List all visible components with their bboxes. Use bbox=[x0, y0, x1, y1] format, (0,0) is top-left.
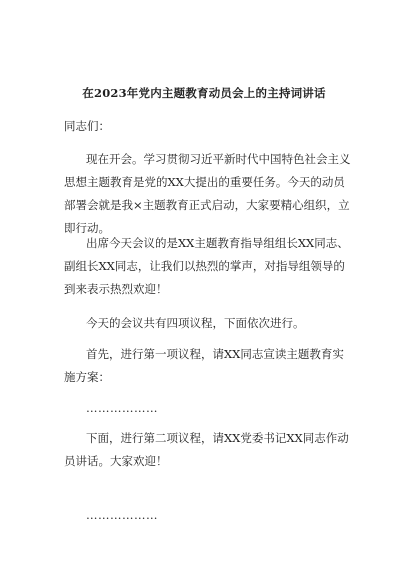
paragraph-attendees: 出席今天会议的是XX主题教育指导组组长XX同志、副组长XX同志，让我们以热烈的掌声，对指导组领导的到来表示热烈欢迎！ bbox=[64, 236, 349, 296]
ellipsis-placeholder: ……………… bbox=[86, 508, 158, 522]
paragraph-first-item: 首先，进行第一项议程，请XX同志宣读主题教育实施方案： bbox=[64, 347, 344, 384]
paragraph-agenda: 今天的会议共有四项议程，下面依次进行。 bbox=[86, 316, 305, 330]
paragraph-opening: 现在开会。学习贯彻习近平新时代中国特色社会主义思想主题教育是党的XX大提出的重要任务。今天的动员部署会就是我×主题教育正式启动，大家要精心组织，立即行动。 bbox=[64, 152, 351, 235]
salutation: 同志们： bbox=[64, 119, 110, 133]
document-title: 在2023年党内主题教育动员会上的主持词讲话 bbox=[82, 86, 326, 100]
paragraph-second-item: 下面，进行第二项议程，请XX党委书记XX同志作动员讲话。大家欢迎！ bbox=[64, 431, 349, 468]
ellipsis-placeholder: ……………… bbox=[86, 401, 158, 415]
